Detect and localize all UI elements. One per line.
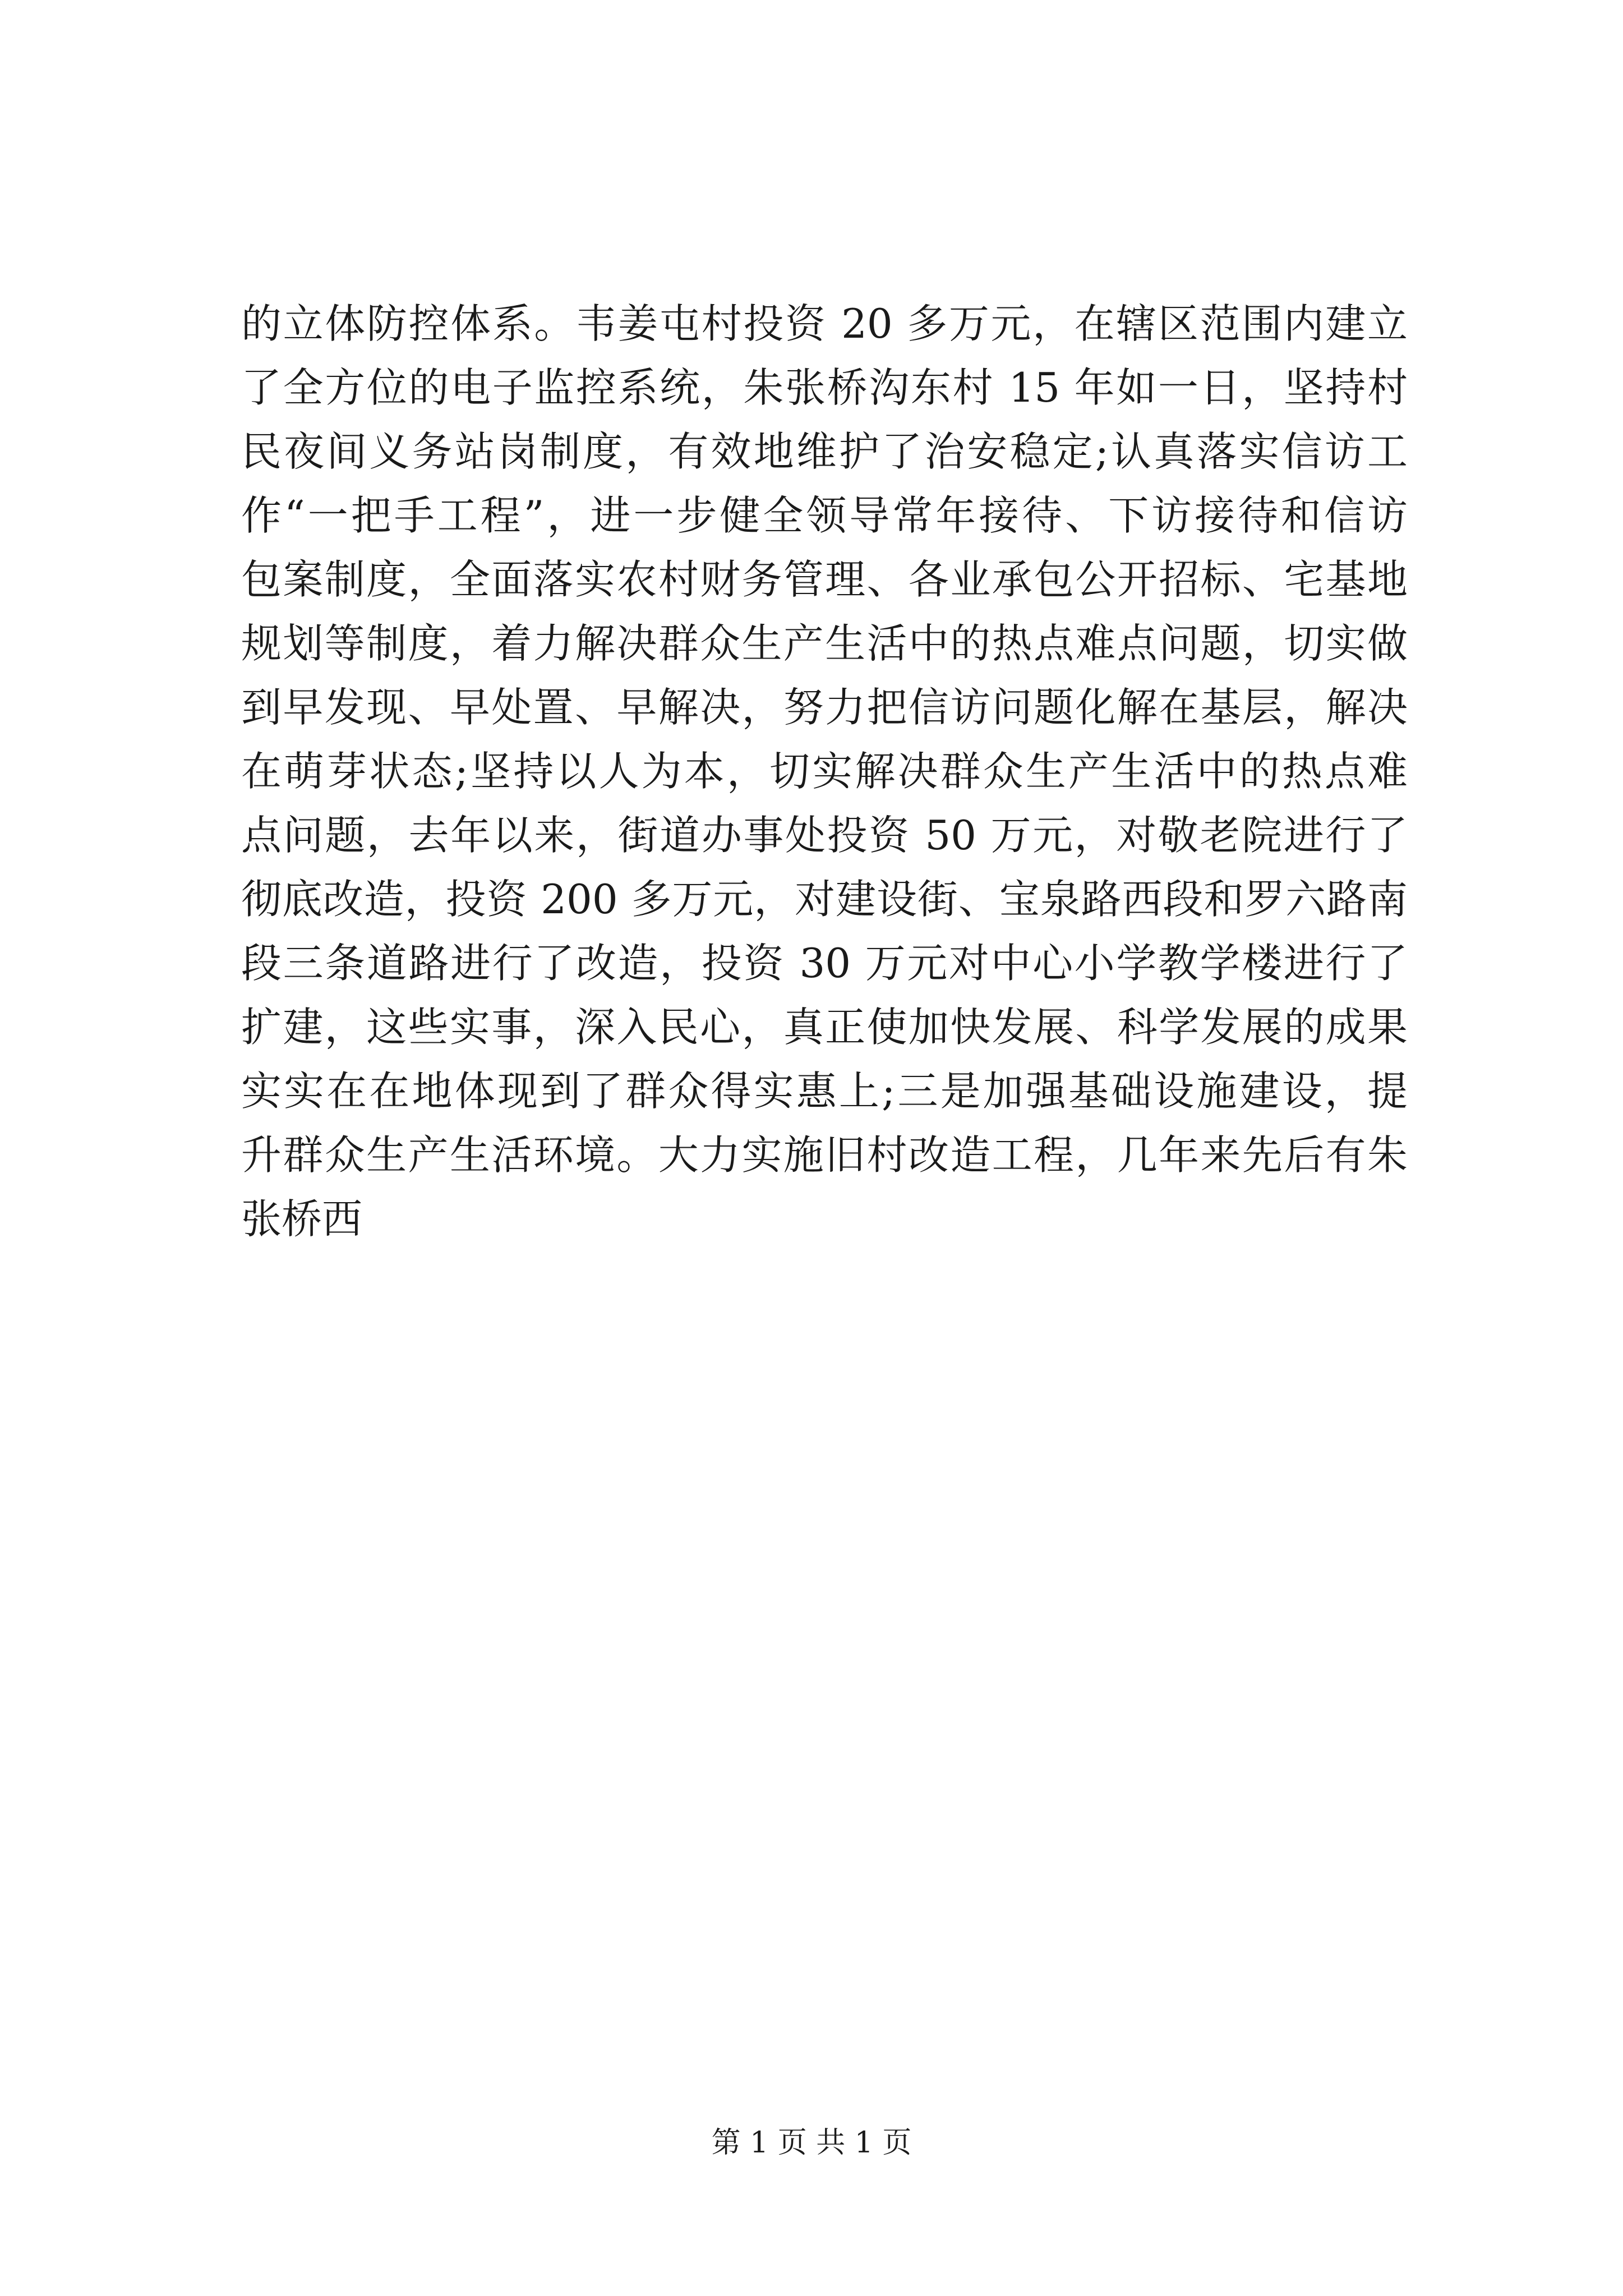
paragraph-line: 民夜间义务站岗制度，有效地维护了治安稳定;认真落实信访工: [241, 428, 1408, 475]
paragraph-line: 段三条道路进行了改造，投资 30 万元对中心小学教学楼进行了: [241, 940, 1408, 987]
paragraph-line: 升群众生产生活环境。大力实施旧村改造工程，几年来先后有朱: [241, 1131, 1408, 1179]
paragraph-line: 点问题，去年以来，街道办事处投资 50 万元，对敬老院进行了: [241, 812, 1408, 859]
paragraph-line: 在萌芽状态;坚持以人为本，切实解决群众生产生活中的热点难: [241, 748, 1408, 795]
paragraph-line: 实实在在地体现到了群众得实惠上;三是加强基础设施建设，提: [241, 1068, 1408, 1115]
paragraph-line: 包案制度，全面落实农村财务管理、各业承包公开招标、宅基地: [241, 556, 1408, 603]
page-number-footer: 第 1 页 共 1 页: [711, 2126, 912, 2160]
paragraph-line: 彻底改造，投资 200 多万元，对建设街、宝泉路西段和罗六路南: [241, 876, 1408, 923]
body-paragraph: [241, 292, 1408, 1251]
paragraph-line: 的立体防控体系。韦姜屯村投资 20 多万元，在辖区范围内建立: [241, 300, 1408, 347]
paragraph-line: 扩建，这些实事，深入民心，真正使加快发展、科学发展的成果: [241, 1004, 1408, 1051]
paragraph-line: 作“一把手工程”，进一步健全领导常年接待、下访接待和信访: [241, 492, 1408, 539]
paragraph-line: 了全方位的电子监控系统，朱张桥沟东村 15 年如一日，坚持村: [241, 364, 1408, 411]
paragraph-line: 到早发现、早处置、早解决，努力把信访问题化解在基层，解决: [241, 684, 1408, 731]
paragraph-line: 张桥西: [241, 1195, 363, 1243]
paragraph-line: 规划等制度，着力解决群众生产生活中的热点难点问题，切实做: [241, 620, 1408, 667]
